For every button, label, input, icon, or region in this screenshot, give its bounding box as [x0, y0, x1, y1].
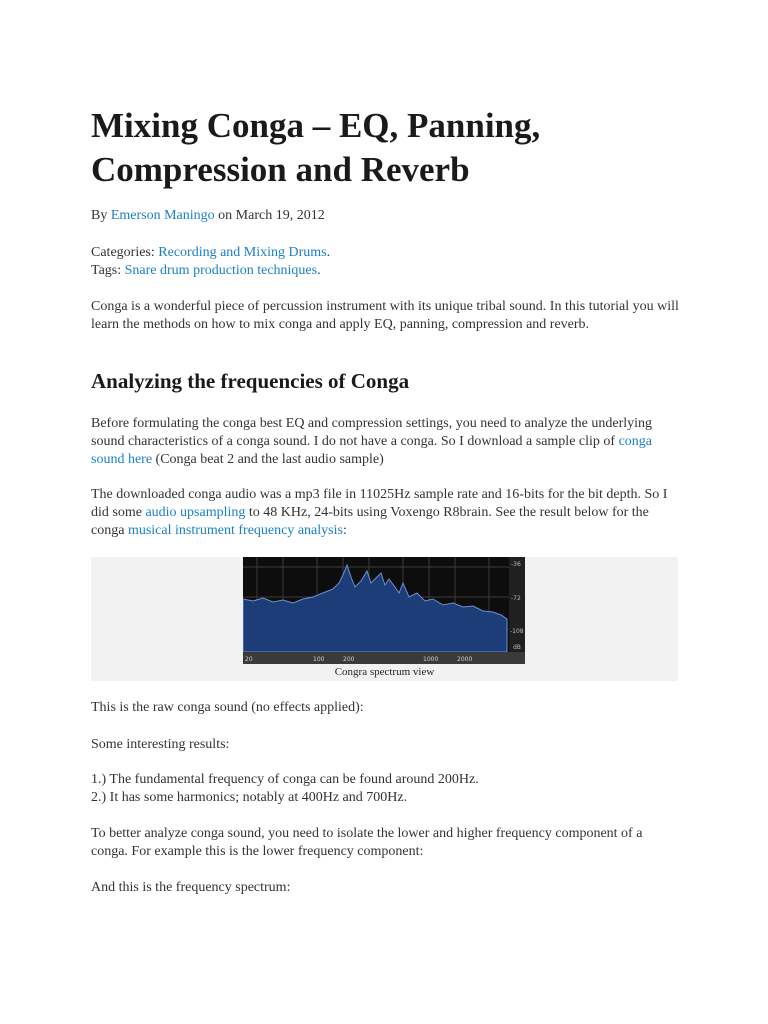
paragraph-analyze-tail: (Conga beat 2 and the last audio sample): [152, 452, 384, 467]
spectrum-graph: [243, 557, 525, 664]
results-intro: Some interesting results:: [91, 737, 230, 752]
paragraph-upsampling-tail: :: [342, 523, 347, 538]
db-label: -108: [510, 628, 524, 635]
categories-line: [91, 244, 681, 262]
figure-caption: Congra spectrum view: [334, 666, 435, 678]
freq-label: 1000: [423, 656, 439, 663]
db-label: -72: [511, 595, 521, 602]
freq-label: 2000: [457, 656, 473, 663]
results-list: [91, 771, 681, 807]
list-item: 1.) The fundamental frequency of conga can be found around 200Hz.: [91, 772, 479, 787]
db-scale: [509, 557, 525, 652]
spectrum-intro: And this is the frequency spectrum:: [91, 880, 291, 895]
article-title: Mixing Conga – EQ, Panning, Compression and Reverb: [91, 106, 541, 189]
freq-scale: [243, 652, 525, 664]
categories-label: Categories:: [91, 245, 159, 260]
spectrum-image: [243, 557, 525, 664]
freq-label: 20: [245, 656, 253, 663]
byline-prefix: By: [91, 208, 111, 223]
conga-sound-link[interactable]: conga sound here: [91, 434, 653, 467]
paragraph-upsampling: [91, 486, 681, 540]
section-heading: Analyzing the frequencies of Conga: [91, 369, 410, 393]
categories-suffix: .: [326, 245, 331, 260]
figure: [91, 557, 678, 681]
audio-upsampling-link[interactable]: audio upsampling: [145, 505, 246, 520]
byline: [91, 207, 681, 225]
frequency-analysis-link[interactable]: musical instrument frequency analysis: [127, 523, 343, 538]
paragraph-analyze-text: Before formulating the conga best EQ and compression settings, you need to analyze the underlying sound characteristics of a conga sound. I do not have a conga. So I download a sample clip of: [91, 416, 653, 449]
tags-line: [91, 262, 681, 280]
raw-sound-text: This is the raw conga sound (no effects applied):: [91, 700, 364, 715]
list-item: 2.) It has some harmonics; notably at 400Hz and 700Hz.: [91, 790, 408, 805]
paragraph-upsampling-mid: to 48 KHz, 24-bits using Voxengo R8brain. See the result below for the conga: [91, 505, 649, 538]
db-label: dB: [513, 644, 521, 651]
paragraph-analyze: [91, 415, 681, 469]
freq-label: 100: [313, 656, 325, 663]
category-link[interactable]: Recording and Mixing Drums: [158, 245, 327, 260]
tag-link[interactable]: Snare drum production techniques: [124, 263, 318, 278]
freq-label: 200: [343, 656, 355, 663]
post-date: on March 19, 2012: [214, 208, 325, 223]
isolate-paragraph: To better analyze conga sound, you need to isolate the lower and higher frequency component of a conga. For example this is the lower frequency component:: [91, 826, 643, 859]
tags-label: Tags:: [91, 263, 125, 278]
intro-paragraph: Conga is a wonderful piece of percussion instrument with its unique tribal sound. In this tutorial you will learn the methods on how to mix conga and apply EQ, panning, compression and reverb.: [91, 299, 679, 332]
author-link[interactable]: Emerson Maningo: [110, 208, 215, 223]
paragraph-upsampling-text: The downloaded conga audio was a mp3 file in 11025Hz sample rate and 16-bits for the bit depth. So I did some: [91, 487, 668, 520]
db-label: -36: [511, 561, 521, 568]
tags-suffix: .: [317, 263, 321, 278]
